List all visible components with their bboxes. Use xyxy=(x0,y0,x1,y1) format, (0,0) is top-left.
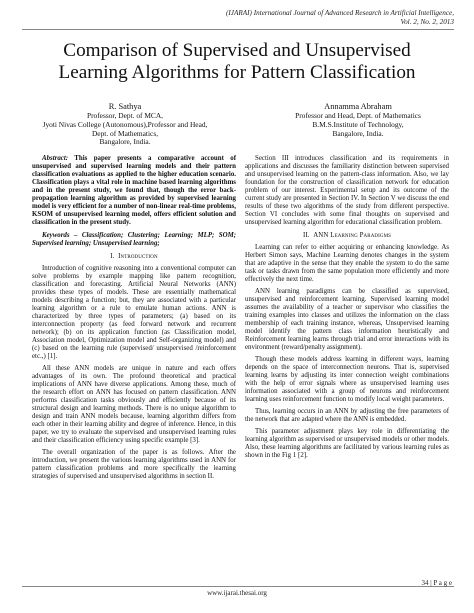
learning-paragraph-3: Though these models address learning in different ways, learning depends on the space of interconnection neurons. That is, supervised learning learns by adjusting its inter connection weight combinations with the help of error signals where as unsupervised learning uses information associated with a group of neurons and reinforcement learning uses reinforcement function to modify local weight parameters. xyxy=(245,356,449,403)
learning-paragraph-2: ANN learning paradigms can be classified as supervised, unsupervised and reinforcement learning. Supervised learning model assumes the availability of a teacher or supervisor who classifies the training examples into classes and utilizes the information on the class membership of each training instance, whereas, Unsupervised learning model identify the pattern class information heuristically and Reinforcement learning learns through trial and error interactions with its environment (reward/penalty assignment). xyxy=(245,288,449,351)
keywords-text: Keywords – Classification; Clustering; Learning; MLP; SOM; Supervised learning; Unsupervised learning; xyxy=(32,232,236,247)
footer-rule xyxy=(22,586,454,587)
learning-paragraph-4: Thus, learning occurs in an ANN by adjusting the free parameters of the network that are adapted where the ANN is embedded. xyxy=(245,408,449,423)
keywords xyxy=(32,232,236,248)
section-2-title: ANN Learning Paradigms xyxy=(313,232,392,239)
title-line-1: Comparison of Supervised and Unsupervised xyxy=(63,40,411,61)
journal-line-2: Vol. 2, No. 2, 2013 xyxy=(400,17,454,26)
section-1-number: I. xyxy=(110,253,115,260)
journal-header xyxy=(154,9,454,26)
right-column xyxy=(245,155,449,460)
author-2 xyxy=(268,102,448,138)
author-1 xyxy=(40,102,210,147)
title-line-2: Learning Algorithms for Pattern Classification xyxy=(58,62,416,83)
journal-line-1: (IJARAI) International Journal of Advanced Research in Artificial Intelligence, xyxy=(225,9,454,17)
section-1-title: Introduction xyxy=(118,253,158,260)
author-1-affil-3: Dept. of Mathematics, xyxy=(91,128,159,138)
abstract-text: This paper presents a comparative account of unsupervised and supervised learning models and their pattern classification evaluations as applied to the higher education scenario. Classification plays a vital role in machine based learning algorithms and in the present study, we found that, though the error back-propagation learning algorithm as provided by supervised learning model is very efficient for a number of non-linear real-time problems, KSOM of unsupervised learning model, offers efficient solution and classification in the present study. xyxy=(32,155,236,226)
author-1-name: R. Sathya xyxy=(108,102,142,111)
section-2-heading xyxy=(245,232,449,240)
author-2-name: Annamma Abraham xyxy=(324,102,392,111)
author-1-affil-2: Jyoti Nivas College (Autonomous),Professor and Head, xyxy=(42,119,208,129)
organization-paragraph: Section III introduces classification and its requirements in applications and discusses the familiarity distinction between supervised and unsupervised learning on the pattern-class information. Also, we lay foundation for the construction of classification network for education problem of our interest. Experimental setup and its outcome of the current study are presented in Section IV. In Section V we discuss the end results of these two algorithms of the study from different perspective. Section VI concludes with some final thoughts on supervised and unsupervised learning algorithm for educational classification problem. xyxy=(245,155,449,226)
author-2-affil-3: Bangalore, India. xyxy=(332,128,384,138)
learning-paragraph-1: Learning can refer to either acquiring or enhancing knowledge. As Herbert Simon says, Machine Learning denotes changes in the system that are adaptive in the sense that they enable the system to do the same task or tasks drawn from the same population more efficiently and more effectively the next time. xyxy=(245,244,449,283)
abstract-label: Abstract: xyxy=(42,155,69,162)
left-column xyxy=(32,155,236,481)
section-2-number: II. xyxy=(302,232,310,239)
intro-paragraph-1: Introduction of cognitive reasoning into a conventional computer can solve problems by example mapping like pattern recognition, classification and forecasting. Artificial Neural Networks (ANN) provides these types of models. These are essentially mathematical models describing a function; but, they are associated with a particular learning algorithm or a rule to emulate human actions. ANN is characterized by three types of parameters; (a) based on its interconnection property (as feed forward network and recurrent network); (b) on its application function (as Classification model, Association model, Optimization model and Self-organizing model) and (c) based on the learning rule (supervised/ unsupervised /reinforcement etc.,) [1]. xyxy=(32,265,236,360)
section-1-heading xyxy=(32,253,236,261)
page-number: 34 | P a g e xyxy=(421,579,452,587)
author-2-affil-2: B.M.S.Institute of Technology, xyxy=(312,119,404,129)
learning-paragraph-5: This parameter adjustment plays key role in differentiating the learning algorithm as supervised or unsupervised models or other models. Also, these learning algorithms are facilitated by various learning rules as shown in the Fig 1 [2]. xyxy=(245,428,449,459)
intro-paragraph-2: All these ANN models are unique in nature and each offers advantages of its own. The profound theoretical and practical implications of ANN have diverse applications. Among these, much of the research effort on ANN has focused on pattern classification. ANN performs classification tasks obviously and efficiently because of its structural design and learning methods. There is no unique algorithm to design and train ANN models because, learning algorithm differs from each other in their learning ability and degree of inference. Hence, in this paper, we try to evaluate the supervised and unsupervised learning rules and their classification efficiency using specific example [3]. xyxy=(32,365,236,444)
author-1-affil-1: Professor, Dept. of MCA, xyxy=(86,111,164,120)
abstract xyxy=(32,155,236,227)
intro-paragraph-3: The overall organization of the paper is as follows. After the introduction, we present the various learning algorithms used in ANN for pattern classification problems and more specifically the learning strategies of supervised and unsupervised algorithms in section II. xyxy=(32,449,236,480)
header-rule xyxy=(22,29,454,30)
author-1-affil-4: Bangalore, India. xyxy=(99,137,151,147)
author-2-affil-1: Professor and Head, Dept. of Mathematics xyxy=(295,111,421,120)
paper-title xyxy=(20,40,454,84)
journal-url[interactable]: www.ijarai.thesai.org xyxy=(207,589,267,597)
